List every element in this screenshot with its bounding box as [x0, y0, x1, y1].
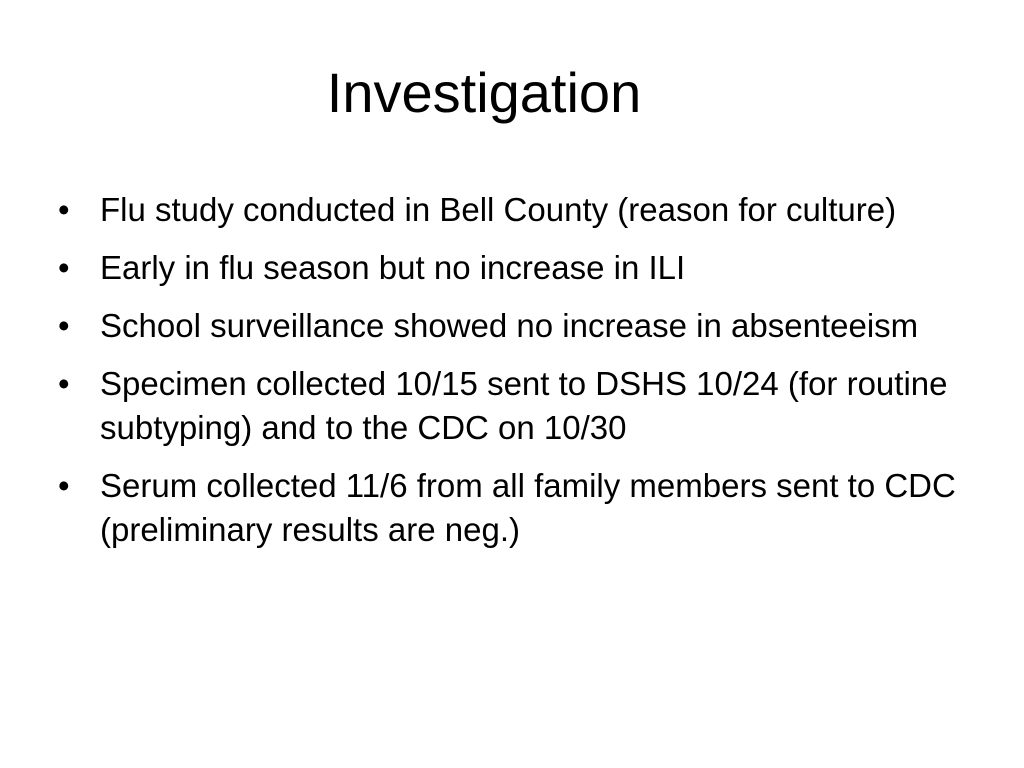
- bullet-text: Specimen collected 10/15 sent to DSHS 10/24 (for routine subtyping) and to the CDC on 10/30: [100, 365, 948, 446]
- bullet-item: [58, 464, 958, 552]
- bullet-marker: •: [58, 365, 70, 402]
- bullet-text: Serum collected 11/6 from all family members sent to CDC (preliminary results are neg.): [100, 467, 956, 548]
- bullet-marker: •: [58, 249, 70, 286]
- bullet-item: [58, 188, 958, 232]
- bullet-text: Flu study conducted in Bell County (reason for culture): [100, 191, 897, 228]
- bullet-text: School surveillance showed no increase in absenteeism: [100, 307, 919, 344]
- bullet-marker: •: [58, 307, 70, 344]
- bullet-marker: •: [58, 191, 70, 228]
- bullet-item: [58, 304, 958, 348]
- bullet-marker: •: [58, 467, 70, 504]
- slide-title: Investigation: [326, 61, 642, 124]
- bullet-text: Early in flu season but no increase in ILI: [100, 249, 686, 286]
- bullet-item: [58, 362, 958, 450]
- bullet-list: [58, 188, 958, 566]
- bullet-item: [58, 246, 958, 290]
